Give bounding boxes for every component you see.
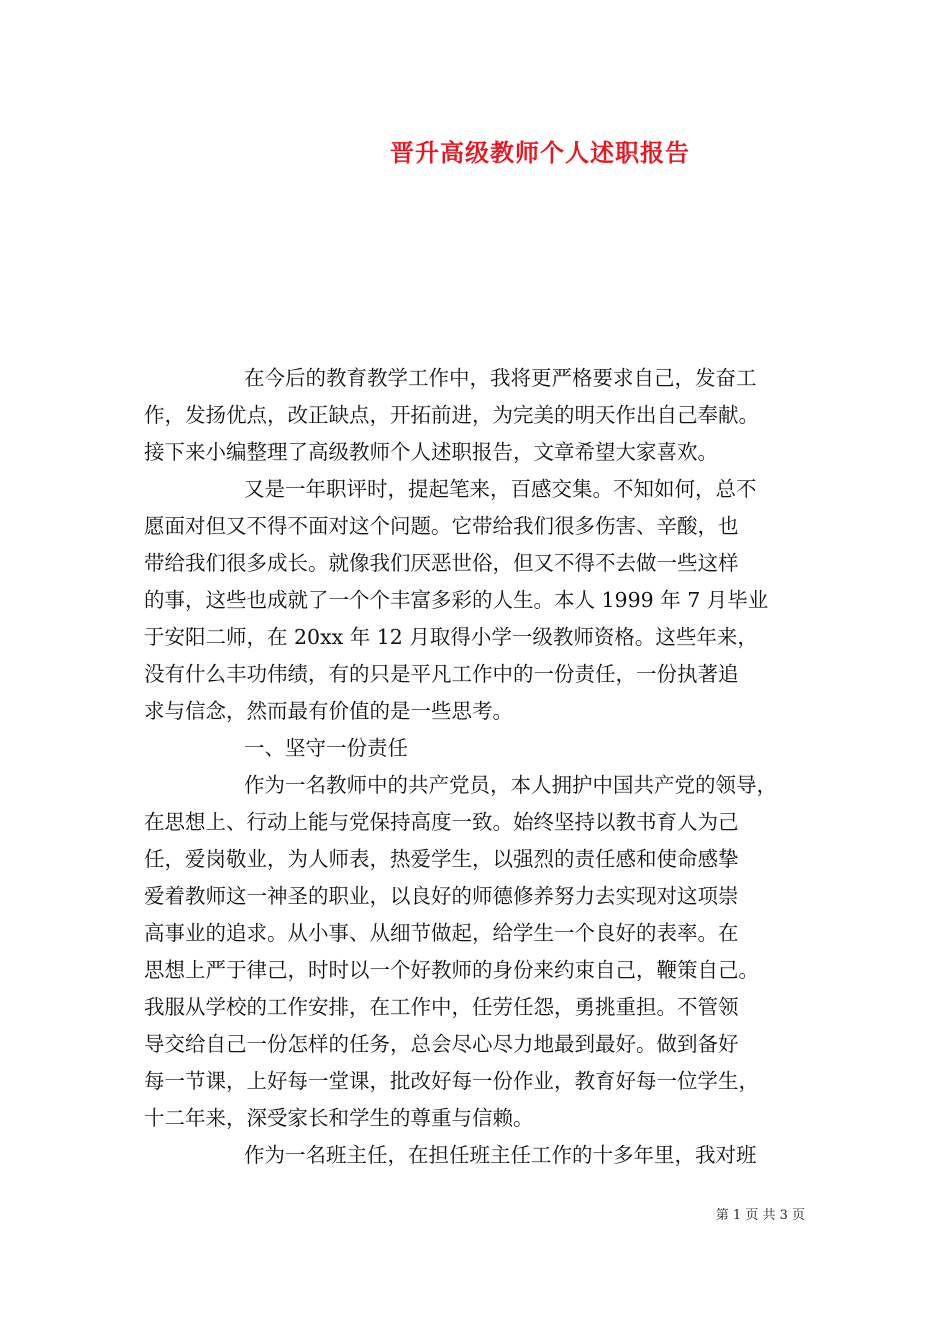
text-line: 思想上严于律己，时时以一个好教师的身份来约束自己，鞭策自己。 [144, 958, 759, 982]
text-line: 于安阳二师，在 20xx 年 12 月取得小学一级教师资格。这些年来， [144, 625, 758, 649]
document-body [144, 360, 812, 1174]
text-line: 的事，这些也成就了一个个丰富多彩的人生。本人 1999 年 7 月毕业 [144, 588, 769, 612]
text-line: 作为一名教师中的共产党员，本人拥护中国共产党的领导， [244, 773, 777, 797]
text-line: 导交给自己一份怎样的任务，总会尽心尽力地最到最好。做到备好 [144, 1032, 739, 1056]
text-line: 求与信念，然而最有价值的是一些思考。 [144, 699, 513, 723]
text-line: 一、坚守一份责任 [244, 736, 408, 760]
text-line: 任，爱岗敬业，为人师表，热爱学生，以强烈的责任感和使命感挚 [144, 847, 739, 871]
page-footer: 第 1 页 共 3 页 [715, 1208, 805, 1223]
text-line: 没有什么丰功伟绩，有的只是平凡工作中的一份责任，一份执著追 [144, 662, 739, 686]
text-line: 十二年来，深受家长和学生的尊重与信赖。 [144, 1106, 534, 1130]
text-line: 我服从学校的工作安排，在工作中，任劳任怨，勇挑重担。不管领 [144, 995, 739, 1019]
text-line: 爱着教师这一神圣的职业，以良好的师德修养努力去实现对这项崇 [144, 884, 739, 908]
text-line: 又是一年职评时，提起笔来，百感交集。不知如何，总不 [244, 477, 757, 501]
document-title: 晋升高级教师个人述职报告 [390, 138, 690, 167]
text-line: 每一节课，上好每一堂课，批改好每一份作业，教育好每一位学生， [144, 1069, 759, 1093]
text-line: 作，发扬优点，改正缺点，开拓前进，为完美的明天作出自己奉献。 [144, 403, 759, 427]
text-line: 作为一名班主任，在担任班主任工作的十多年里，我对班 [244, 1143, 757, 1167]
text-line: 高事业的追求。从小事、从细节做起，给学生一个良好的表率。在 [144, 921, 739, 945]
text-line: 愿面对但又不得不面对这个问题。它带给我们很多伤害、辛酸，也 [144, 514, 739, 538]
text-line: 在思想上、行动上能与党保持高度一致。始终坚持以教书育人为己 [144, 810, 739, 834]
text-line: 接下来小编整理了高级教师个人述职报告，文章希望大家喜欢。 [144, 440, 718, 464]
text-line: 在今后的教育教学工作中，我将更严格要求自己，发奋工 [244, 366, 757, 390]
text-line: 带给我们很多成长。就像我们厌恶世俗，但又不得不去做一些这样 [144, 551, 739, 575]
